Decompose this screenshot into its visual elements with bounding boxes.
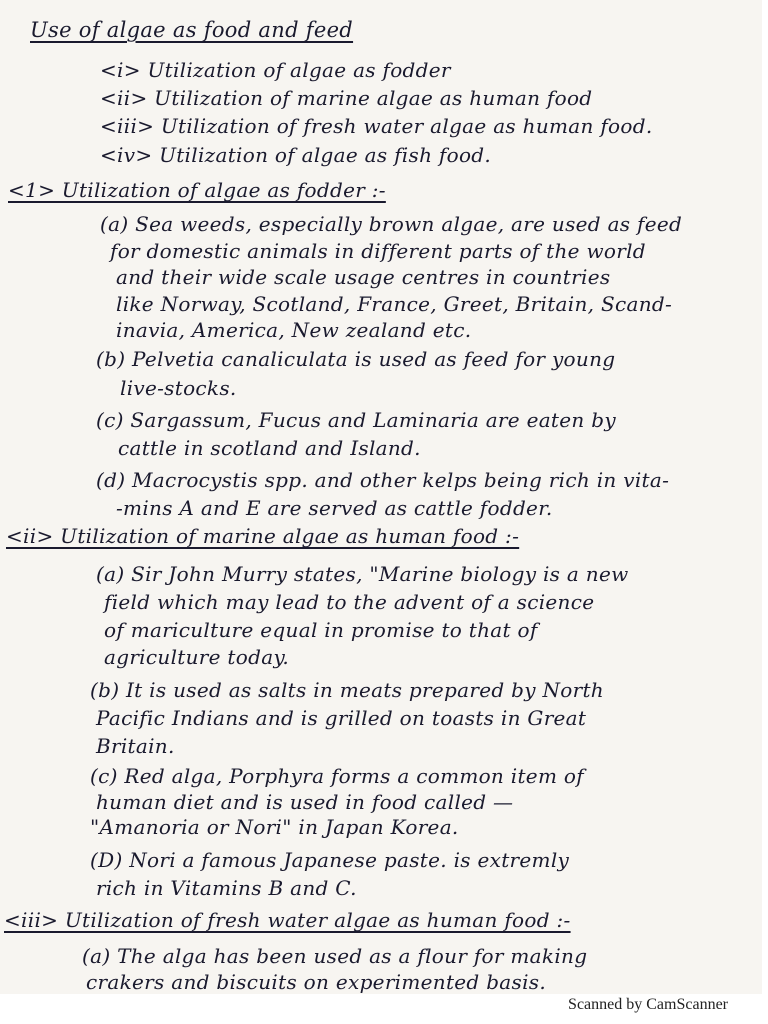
section-1-heading: <1> Utilization of algae as fodder :- <box>8 178 386 202</box>
s1-c-line-2: cattle in scotland and Island. <box>118 436 421 460</box>
s2-b-line-3: Britain. <box>96 734 175 758</box>
s1-a-line-4: like Norway, Scotland, France, Greet, Britain, Scand- <box>116 292 673 316</box>
toc-item-1: <i> Utilization of algae as fodder <box>100 58 451 82</box>
s2-a-line-4: agriculture today. <box>104 645 290 669</box>
s2-d-line-2: rich in Vitamins B and C. <box>96 876 357 900</box>
s2-b-line-2: Pacific Indians and is grilled on toasts in Great <box>96 706 587 730</box>
s1-b-line-2: live-stocks. <box>120 376 237 400</box>
s2-d-line-1: (D) Nori a famous Japanese paste. is extremly <box>90 848 570 872</box>
s2-c-line-3: "Amanoria or Nori" in Japan Korea. <box>90 815 459 839</box>
s2-c-line-2: human diet and is used in food called — <box>96 790 514 814</box>
s2-c-line-1: (c) Red alga, Porphyra forms a common item of <box>90 764 584 788</box>
section-3-heading: <iii> Utilization of fresh water algae as human food :- <box>4 908 571 932</box>
toc-item-2: <ii> Utilization of marine algae as human food <box>100 86 593 110</box>
s1-a-line-2: for domestic animals in different parts of the world <box>110 239 646 263</box>
s1-d-line-1: (d) Macrocystis spp. and other kelps being rich in vita- <box>96 468 670 492</box>
s1-c-line-1: (c) Sargassum, Fucus and Laminaria are eaten by <box>96 408 616 432</box>
toc-item-4: <iv> Utilization of algae as fish food. <box>100 143 492 167</box>
s1-a-line-1: (a) Sea weeds, especially brown algae, are used as feed <box>100 212 683 236</box>
scanner-watermark: Scanned by CamScanner <box>568 996 728 1013</box>
s2-a-line-3: of mariculture equal in promise to that of <box>104 618 538 642</box>
s1-d-line-2: -mins A and E are served as cattle fodder. <box>116 496 553 520</box>
s3-a-line-2: crakers and biscuits on experimented basis. <box>86 970 546 994</box>
page-title: Use of algae as food and feed <box>30 18 354 42</box>
toc-item-3: <iii> Utilization of fresh water algae as human food. <box>100 114 653 138</box>
s2-a-line-2: field which may lead to the advent of a science <box>104 590 595 614</box>
s1-b-line-1: (b) Pelvetia canaliculata is used as feed for young <box>96 347 616 371</box>
s2-a-line-1: (a) Sir John Murry states, "Marine biology is a new <box>96 562 629 586</box>
s2-b-line-1: (b) It is used as salts in meats prepared by North <box>90 678 604 702</box>
section-2-heading: <ii> Utilization of marine algae as human food :- <box>6 524 520 548</box>
s1-a-line-5: inavia, America, New zealand etc. <box>116 318 472 342</box>
s1-a-line-3: and their wide scale usage centres in countries <box>116 265 611 289</box>
s3-a-line-1: (a) The alga has been used as a flour for making <box>82 944 588 968</box>
